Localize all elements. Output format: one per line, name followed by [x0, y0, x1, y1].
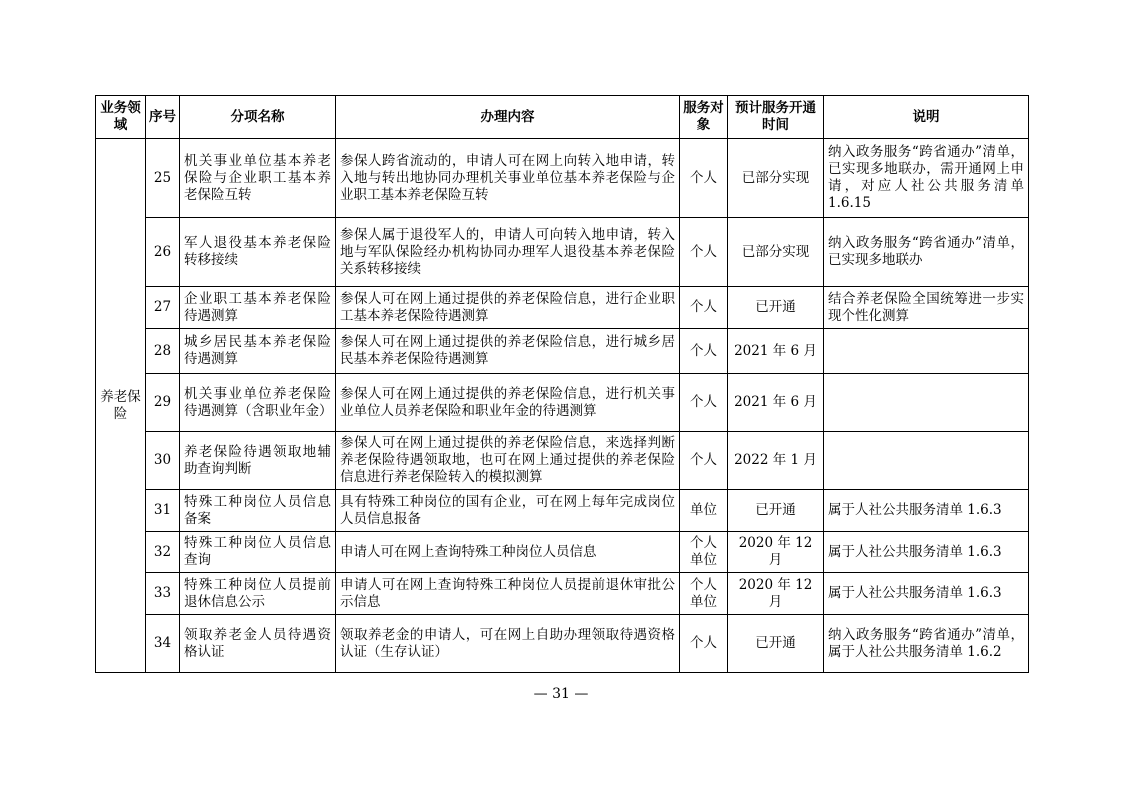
header-time: 预计服务开通时间	[728, 96, 824, 139]
header-name: 分项名称	[180, 96, 336, 139]
item-target: 个人	[680, 432, 728, 490]
table-row	[96, 573, 1029, 615]
item-note: 纳入政务服务“跨省通办”清单，已实现多地联办	[824, 218, 1029, 287]
table-row	[96, 490, 1029, 532]
item-name: 特殊工种岗位人员信息查询	[180, 532, 336, 573]
item-time: 2020 年 12 月	[728, 573, 824, 615]
table-row	[96, 329, 1029, 374]
item-name: 领取养老金人员待遇资格认证	[180, 615, 336, 673]
row-number: 29	[146, 374, 180, 432]
row-number: 27	[146, 287, 180, 329]
item-target: 单位	[680, 490, 728, 532]
item-note	[824, 432, 1029, 490]
item-content: 领取养老金的申请人，可在网上自助办理领取待遇资格认证（生存认证）	[336, 615, 680, 673]
item-content: 参保人跨省流动的，申请人可在网上向转入地申请，转入地与转出地协同办理机关事业单位基本养老保险与企业职工基本养老保险互转	[336, 139, 680, 218]
item-name: 特殊工种岗位人员信息备案	[180, 490, 336, 532]
item-time: 已部分实现	[728, 218, 824, 287]
item-note	[824, 329, 1029, 374]
row-number: 33	[146, 573, 180, 615]
item-time: 2022 年 1 月	[728, 432, 824, 490]
item-time: 已部分实现	[728, 139, 824, 218]
item-note: 纳入政务服务“跨省通办”清单，属于人社公共服务清单 1.6.2	[824, 615, 1029, 673]
header-target: 服务对象	[680, 96, 728, 139]
item-name: 机关事业单位养老保险待遇测算（含职业年金）	[180, 374, 336, 432]
row-number: 25	[146, 139, 180, 218]
item-content: 参保人可在网上通过提供的养老保险信息，进行机关事业单位人员养老保险和职业年金的待遇测算	[336, 374, 680, 432]
item-content: 申请人可在网上查询特殊工种岗位人员提前退休审批公示信息	[336, 573, 680, 615]
table-row	[96, 432, 1029, 490]
row-number: 31	[146, 490, 180, 532]
item-note: 属于人社公共服务清单 1.6.3	[824, 490, 1029, 532]
item-content: 具有特殊工种岗位的国有企业，可在网上每年完成岗位人员信息报备	[336, 490, 680, 532]
item-content: 申请人可在网上查询特殊工种岗位人员信息	[336, 532, 680, 573]
table-row	[96, 139, 1029, 218]
header-no: 序号	[146, 96, 180, 139]
header-row	[96, 96, 1029, 139]
item-name: 城乡居民基本养老保险待遇测算	[180, 329, 336, 374]
item-note: 属于人社公共服务清单 1.6.3	[824, 532, 1029, 573]
item-note	[824, 374, 1029, 432]
item-content: 参保人可在网上通过提供的养老保险信息，进行城乡居民基本养老保险待遇测算	[336, 329, 680, 374]
item-content: 参保人属于退役军人的，申请人可向转入地申请，转入地与军队保险经办机构协同办理军人退役基本养老保险关系转移接续	[336, 218, 680, 287]
item-time: 已开通	[728, 615, 824, 673]
row-number: 26	[146, 218, 180, 287]
item-target: 个人	[680, 139, 728, 218]
header-domain: 业务领域	[96, 96, 146, 139]
item-target: 个人	[680, 287, 728, 329]
domain-cell: 养老保险	[96, 139, 146, 673]
item-content: 参保人可在网上通过提供的养老保险信息，来选择判断养老保险待遇领取地，也可在网上通过提供的养老保险信息进行养老保险转入的模拟测算	[336, 432, 680, 490]
item-time: 2021 年 6 月	[728, 329, 824, 374]
table-row	[96, 374, 1029, 432]
row-number: 34	[146, 615, 180, 673]
item-time: 已开通	[728, 287, 824, 329]
item-time: 2021 年 6 月	[728, 374, 824, 432]
row-number: 30	[146, 432, 180, 490]
row-number: 28	[146, 329, 180, 374]
table-row	[96, 287, 1029, 329]
item-name: 特殊工种岗位人员提前退休信息公示	[180, 573, 336, 615]
item-target: 个人 单位	[680, 532, 728, 573]
item-note: 属于人社公共服务清单 1.6.3	[824, 573, 1029, 615]
item-target: 个人 单位	[680, 573, 728, 615]
item-note: 纳入政务服务“跨省通办”清单，已实现多地联办，需开通网上申请，对应人社公共服务清单 1.6.15	[824, 139, 1029, 218]
item-target: 个人	[680, 329, 728, 374]
row-number: 32	[146, 532, 180, 573]
item-note: 结合养老保险全国统筹进一步实现个性化测算	[824, 287, 1029, 329]
service-table	[95, 95, 1029, 673]
item-target: 个人	[680, 218, 728, 287]
item-time: 已开通	[728, 490, 824, 532]
item-target: 个人	[680, 615, 728, 673]
table-row	[96, 615, 1029, 673]
item-content: 参保人可在网上通过提供的养老保险信息，进行企业职工基本养老保险待遇测算	[336, 287, 680, 329]
item-name: 军人退役基本养老保险转移接续	[180, 218, 336, 287]
table-row	[96, 218, 1029, 287]
page-number: — 31 —	[533, 686, 589, 702]
table-row	[96, 532, 1029, 573]
item-name: 企业职工基本养老保险待遇测算	[180, 287, 336, 329]
header-content: 办理内容	[336, 96, 680, 139]
item-target: 个人	[680, 374, 728, 432]
item-name: 养老保险待遇领取地辅助查询判断	[180, 432, 336, 490]
header-note: 说明	[824, 96, 1029, 139]
item-time: 2020 年 12 月	[728, 532, 824, 573]
item-name: 机关事业单位基本养老保险与企业职工基本养老保险互转	[180, 139, 336, 218]
